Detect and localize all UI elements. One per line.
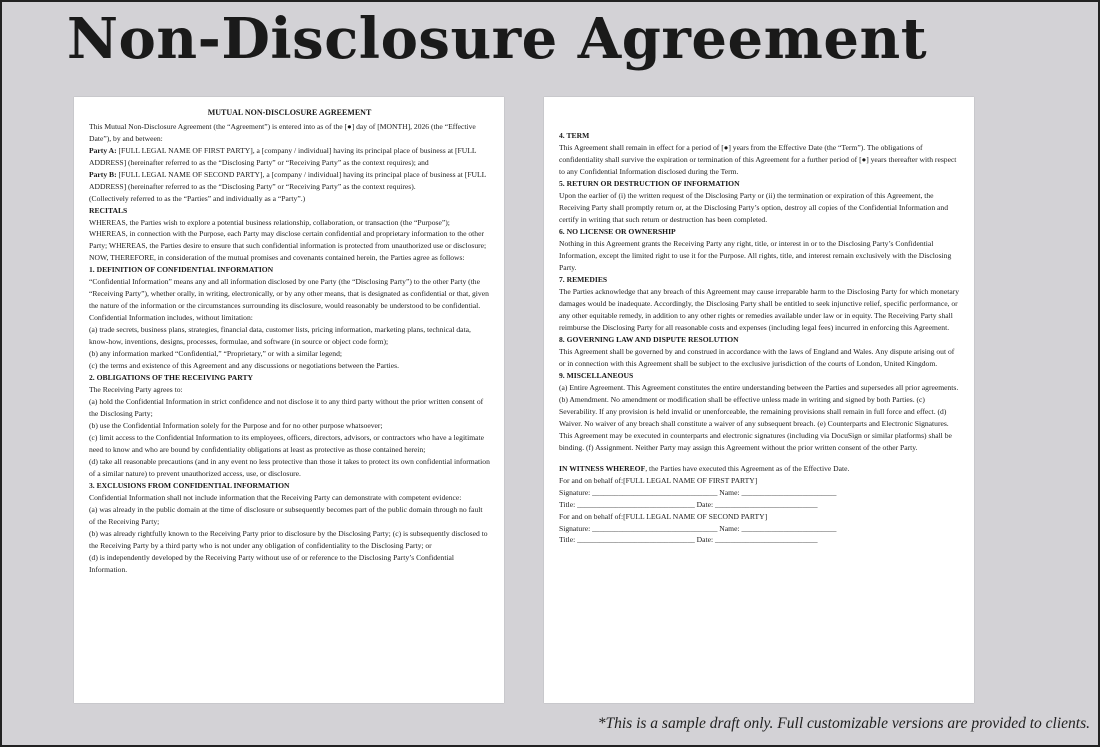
section-2-heading: 2. OBLIGATIONS OF THE RECEIVING PARTY — [89, 373, 254, 383]
section-6-heading: 6. NO LICENSE OR OWNERSHIP — [559, 226, 676, 236]
section-3-item-d: (d) is independently developed by the Receiving Party without use of or reference to the Disclosing Party’s Confidential Information. — [89, 553, 455, 575]
section-2-item-c: (c) limit access to the Confidential Information to its employees, officers, directors, advisors, or contractors who have a legitimate need to know and who are bound by confidentiality obligations at least as protective as those contained herein; — [89, 433, 485, 455]
section-2-item-b: (b) use the Confidential Information solely for the Purpose and for no other purpose whatsoever; — [89, 421, 383, 431]
document-page-1 — [74, 97, 504, 703]
page-title: Non-Disclosure Agreement — [66, 6, 928, 72]
sample-draft-note: *This is a sample draft only. Full customizable versions are provided to clients. — [597, 715, 1090, 732]
section-1-text: “Confidential Information” means any and all information disclosed by one Party (the “Disclosing Party”) to the other Party (the “Receiving Party”), whether orally, in writing, electronically, or by any other means, that is designated as confidential or that, given the nature of the information or the circumstances surrounding its disclosure, would reasonably be understood to be confidential. Confidential Information includes, without limitation: — [89, 277, 489, 323]
party-b-label: Party B: — [89, 169, 117, 179]
section-5-heading: 5. RETURN OR DESTRUCTION OF INFORMATION — [559, 178, 740, 188]
section-9-text: (a) Entire Agreement. This Agreement constitutes the entire understanding between the Parties and supersedes all prior agreements. (b) Amendment. No amendment or modification shall be effective unless made in writing and signed by both Parties. (c) Severability. If any provision is held invalid or unenforceable, the remaining provisions shall remain in full force and effect. (d) Waiver. No waiver of any breach shall constitute a waiver of any subsequent breach. (e) Counterparts and Electronic Signatures. This Agreement may be executed in counterparts and electronic signatures (including via DocuSign or similar platforms) shall be binding. (f) Assignment. Neither Party may assign this Agreement without the prior written consent of the other Party. — [559, 382, 959, 452]
section-5-text: Upon the earlier of (i) the written request of the Disclosing Party or (ii) the termination or expiration of this Agreement, the Receiving Party shall promptly return or, at the Disclosing Party’s option, destroy all copies of the Confidential Information and certify in writing that such return or destruction has been completed. — [559, 190, 949, 224]
agreement-title: MUTUAL NON-DISCLOSURE AGREEMENT — [207, 108, 372, 117]
second-party-signature-line: Signature: _________________________________ Name: _________________________ — [559, 523, 837, 533]
recitals-paragraph: WHEREAS, the Parties wish to explore a potential business relationship, collaboration, or transaction (the “Purpose”); WHEREAS, in connection with the Purpose, each Party may disclose certain confidential and proprietary information to the other Party; WHEREAS, the Parties desire to ensure that such confidential information is protected from unauthorized use or disclosure; — [89, 217, 487, 251]
collective-paragraph: (Collectively referred to as the “Parties” and individually as a “Party”.) — [89, 193, 306, 203]
party-a-paragraph — [89, 145, 490, 169]
party-b-paragraph — [89, 169, 490, 193]
party-a-text: [FULL LEGAL NAME OF FIRST PARTY], a [company / individual] having its principal place of business at [FULL ADDRESS] (hereinafter referred to as the “Disclosing Party” or “Receiving Party” as the context requires); and — [89, 145, 477, 167]
section-4-text: This Agreement shall remain in effect for a period of [●] years from the Effective Date (the “Term”). The obligations of confidentiality shall survive the expiration or termination of this Agreement for a further period of [●] years thereafter with respect to any Confidential Information disclosed during the Term. — [559, 142, 957, 176]
section-1-heading: 1. DEFINITION OF CONFIDENTIAL INFORMATION — [89, 265, 274, 275]
section-9-heading: 9. MISCELLANEOUS — [559, 370, 634, 380]
section-3-item-b: (b) was already rightfully known to the Receiving Party prior to disclosure by the Disclosing Party; (c) is subsequently disclosed to the Receiving Party by a third party who is not under any obligation of confidentiality to the Disclosing Party; or — [89, 529, 488, 551]
section-8-text: This Agreement shall be governed by and construed in accordance with the laws of England and Wales. Any dispute arising out of or in connection with this Agreement shall be subject to the exclusive jurisdiction of the courts of London, United Kingdom. — [559, 346, 955, 368]
section-1-item-b: (b) any information marked “Confidential,” “Proprietary,” or with a similar legend; — [89, 349, 342, 359]
first-party-behalf: For and on behalf of:[FULL LEGAL NAME OF FIRST PARTY] — [559, 475, 758, 485]
party-b-text: [FULL LEGAL NAME OF SECOND PARTY], a [company / individual] having its principal place of business at [FULL ADDRESS] (hereinafter referred to as the “Disclosing Party” or “Receiving Party” as the context requires). — [89, 169, 487, 191]
section-1-item-a: (a) trade secrets, business plans, strategies, financial data, customer lists, pricing information, marketing plans, technical data, know-how, inventions, designs, processes, formulae, and software (in source or object code form); — [89, 325, 471, 347]
witness-paragraph — [559, 463, 960, 475]
section-7-text: The Parties acknowledge that any breach of this Agreement may cause irreparable harm to the Disclosing Party for which monetary damages would be inadequate. Accordingly, the Disclosing Party shall be entitled to seek injunctive relief, specific performance, or any other equitable remedy, in addition to any other rights or remedies available under law or in equity. The Receiving Party shall reimburse the Disclosing Party for all reasonable costs and expenses (including legal fees) incurred in enforcing this Agreement. — [559, 286, 960, 332]
section-8-heading: 8. GOVERNING LAW AND DISPUTE RESOLUTION — [559, 334, 739, 344]
witness-text: , the Parties have executed this Agreement as of the Effective Date. — [645, 463, 850, 473]
section-2-item-d: (d) take all reasonable precautions (and in any event no less protective than those it takes to protect its own confidential information of a similar nature) to prevent unauthorized access, use, or disclosure. — [89, 457, 490, 479]
section-3-item-a: (a) was already in the public domain at the time of disclosure or subsequently becomes part of the public domain through no fault of the Receiving Party; — [89, 505, 483, 527]
witness-label: IN WITNESS WHEREOF — [559, 463, 646, 473]
section-3-heading: 3. EXCLUSIONS FROM CONFIDENTIAL INFORMATION — [89, 481, 290, 491]
second-party-behalf: For and on behalf of:[FULL LEGAL NAME OF SECOND PARTY] — [559, 511, 768, 521]
section-3-intro: Confidential Information shall not include information that the Receiving Party can demonstrate with competent evidence: — [89, 493, 462, 503]
party-a-label: Party A: — [89, 145, 117, 155]
section-4-heading: 4. TERM — [559, 131, 590, 140]
section-1-item-c: (c) the terms and existence of this Agreement and any discussions or negotiations between the Parties. — [89, 361, 399, 371]
second-party-title-line: Title: _______________________________ Date: ___________________________ — [559, 535, 818, 545]
section-2-intro: The Receiving Party agrees to: — [89, 385, 183, 395]
now-therefore-paragraph: NOW, THEREFORE, in consideration of the mutual promises and covenants contained herein, the Parties agree as follows: — [89, 253, 465, 263]
first-party-signature-line: Signature: _________________________________ Name: _________________________ — [559, 487, 837, 497]
recitals-heading: RECITALS — [89, 205, 128, 215]
section-2-item-a: (a) hold the Confidential Information in strict confidence and not disclose it to any third party without the prior written consent of the Disclosing Party; — [89, 397, 484, 419]
spacer — [559, 454, 960, 463]
document-page-2 — [544, 97, 974, 703]
section-7-heading: 7. REMEDIES — [559, 274, 608, 284]
first-party-title-line: Title: _______________________________ Date: ___________________________ — [559, 499, 818, 509]
section-6-text: Nothing in this Agreement grants the Receiving Party any right, title, or interest in or to the Disclosing Party’s Confidential Information, except the limited right to use it for the Purpose. All rights, title, and interest remain exclusively with the Disclosing Party. — [559, 238, 952, 272]
intro-paragraph: This Mutual Non-Disclosure Agreement (the “Agreement”) is entered into as of the [●] day of [MONTH], 2026 (the “Effective Date”), by and between: — [89, 121, 476, 143]
